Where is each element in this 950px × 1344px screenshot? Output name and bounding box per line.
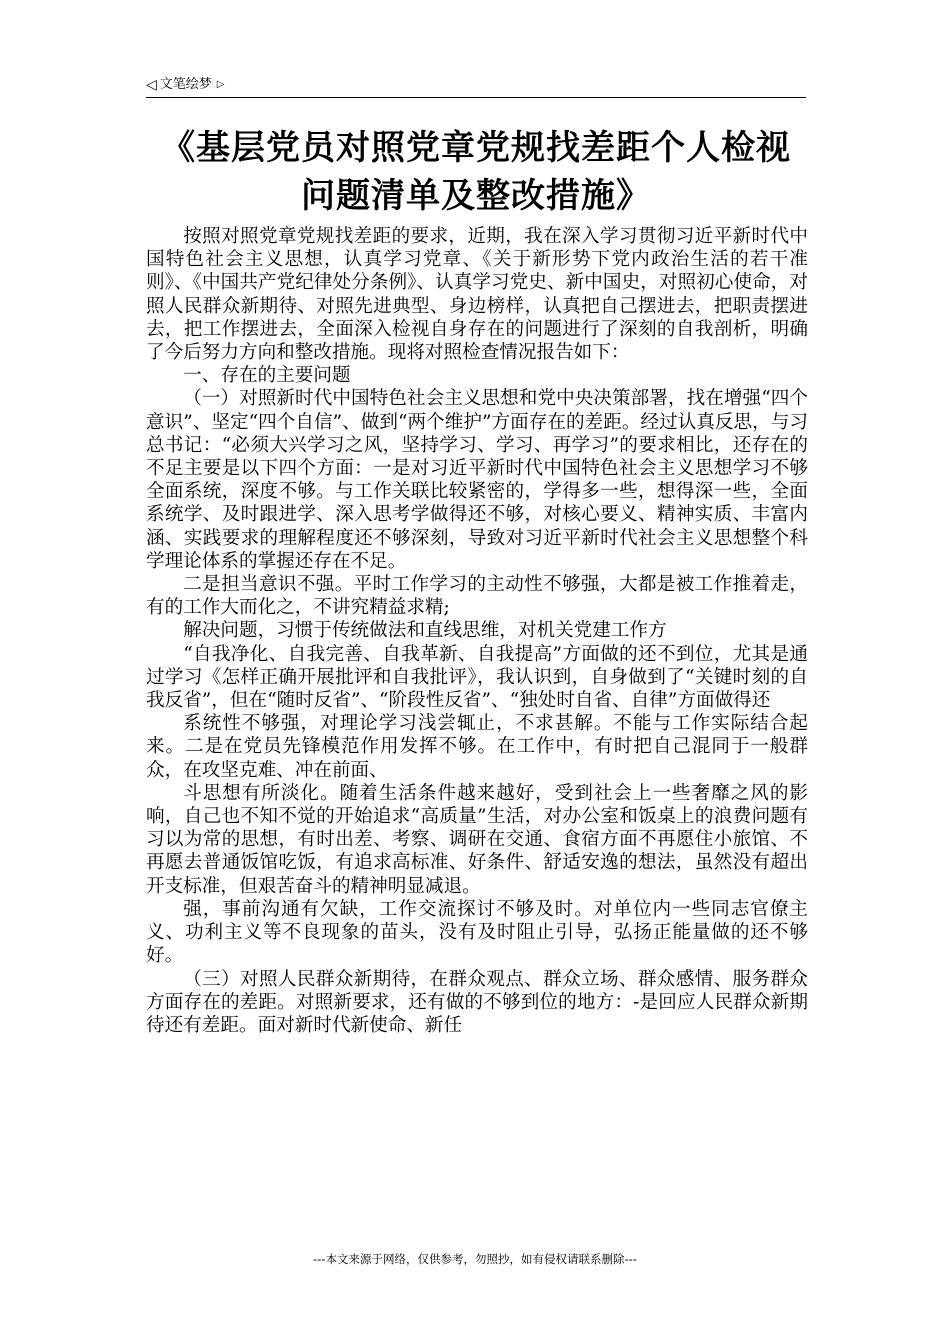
header-divider [146, 97, 806, 98]
title-line-2: 问题清单及整改措施》 [301, 176, 651, 216]
paragraph: （一）对照新时代中国特色社会主义思想和党中央决策部署，找在增强“四个意识”、坚定“四个自信”、做到“两个维护”方面存在的差距。经过认真反思，与习总书记：“必须大兴学习之风，坚持学习、学习、再学习”的要求相比，还存在的不足主要是以下四个方面：一是对习近平新时代中国特色社会主义思想学习不够全面系统，深度不够。与工作关联比较紧密的，学得多一些，想得深一些，全面系统学、及时跟进学、深入思考学做得还不够，对核心要义、精神实质、丰富内涵、实践要求的理解程度还不够深刻，导致对习近平新时代社会主义思想整个科学理论体系的掌握还存在不足。 [146, 388, 808, 572]
paragraph: 强，事前沟通有欠缺，工作交流探讨不够及时。对单位内一些同志官僚主义、功利主义等不良现象的苗头，没有及时阻止引导，弘扬正能量做的还不够好。 [146, 898, 808, 967]
paragraph: （三）对照人民群众新期待，在群众观点、群众立场、群众感情、服务群众方面存在的差距。对照新要求，还有做的不够到位的地方：-是回应人民群众新期待还有差距。面对新时代新使命、新任 [146, 968, 808, 1036]
triangle-right-icon: ▷ [216, 79, 225, 90]
paragraph: 二是担当意识不强。平时工作学习的主动性不够强，大都是被工作推着走，有的工作大而化之，不讲究精益求精; [146, 574, 808, 619]
paragraph: “自我净化、自我完善、自我革新、自我提高”方面做的还不到位，尤其是通过学习《怎样正确开展批评和自我批评》，我认识到，自身做到了“关键时刻的自我反省”，但在“随时反省”、“阶段性反省”、“独处时自省、自律”方面做得还 [146, 643, 808, 712]
paragraph: 按照对照党章党规找差距的要求，近期，我在深入学习贯彻习近平新时代中国特色社会主义思想，认真学习党章、《关于新形势下党内政治生活的若干准则》、《中国共产党纪律处分条例》、认真学习党史、新中国史，对照初心使命，对照人民群众新期待、对照先进典型、身边榜样，认真把自己摆进去，把职责摆进去，把工作摆进去，全面深入检视自身存在的问题进行了深刻的自我剖析，明确了今后努力方向和整改措施。现将对照检查情况报告如下： [146, 226, 808, 364]
paragraph: 解决问题，习惯于传统做法和直线思维，对机关党建工作方 [183, 620, 667, 642]
title-line-1: 《基层党员对照党章党规找差距个人检视 [161, 128, 791, 168]
page-footer: ---本文来源于网络，仅供参考，勿照抄，如有侵权请联系删除--- [313, 1252, 637, 1266]
header-text: 文笔绘梦 [159, 77, 212, 92]
paragraph: 斗思想有所淡化。随着生活条件越来越好，受到社会上一些奢靡之风的影响，自己也不知不觉的开始追求“高质量”生活，对办公室和饭桌上的浪费问题有习以为常的思想，有时出差、考察、调研在交通、食宿方面不再愿住小旅馆、不再愿去普通饭馆吃饭，有追求高标准、好条件、舒适安逸的想法，虽然没有超出开支标准，但艰苦奋斗的精神明显减退。 [146, 782, 808, 897]
document-title [146, 124, 806, 220]
document-body [146, 225, 808, 1037]
triangle-left-icon: ◁ [146, 77, 157, 93]
paragraph: 系统性不够强，对理论学习浅尝辄止，不求甚解。不能与工作实际结合起来。二是在党员先锋模范作用发挥不够。在工作中，有时把自己混同于一般群众，在攻坚克难、冲在前面、 [146, 713, 808, 781]
page-header [146, 74, 806, 96]
section-heading: 一、存在的主要问题 [183, 365, 351, 387]
